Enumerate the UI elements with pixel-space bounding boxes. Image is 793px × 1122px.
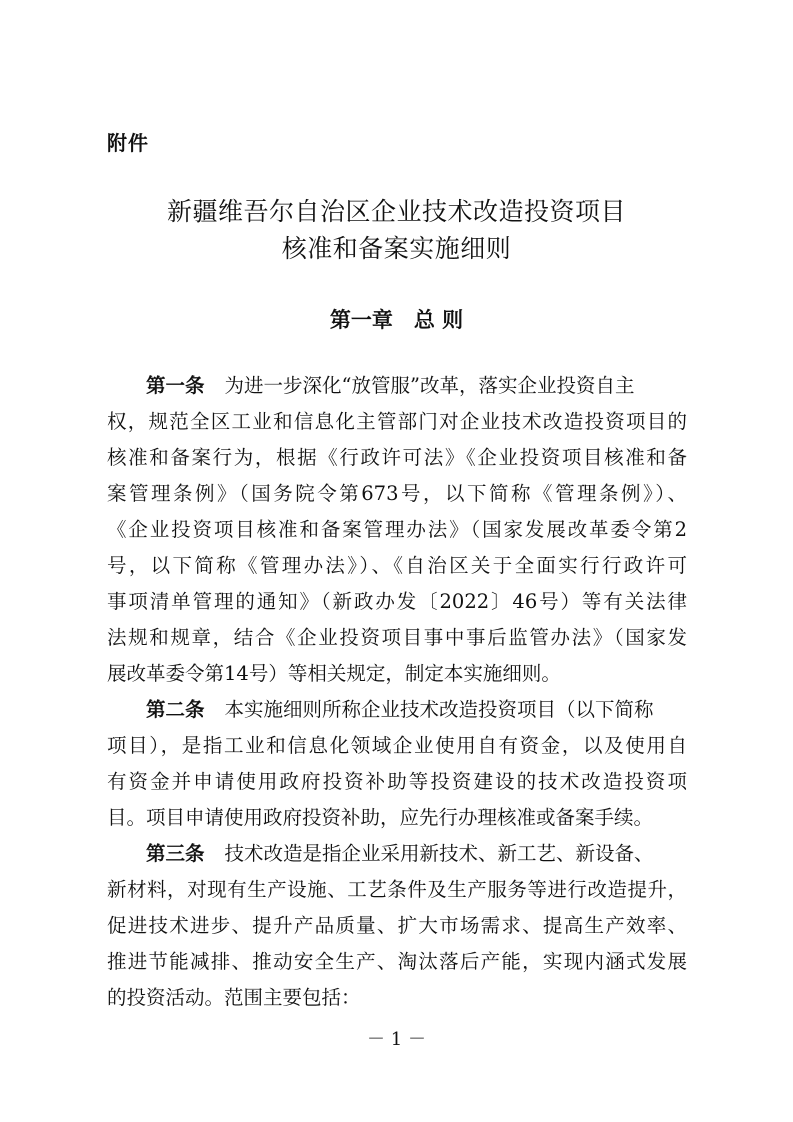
- article-1-line: 权，规范全区工业和信息化主管部门对企业技术改造投资项目的: [107, 410, 687, 433]
- article-1-label: 第一条: [146, 374, 205, 397]
- article-1-line: 《企业投资项目核准和备案管理办法》（国家发展改革委令第2: [107, 518, 687, 541]
- article-3-line: 促进技术进步、提升产品质量、扩大市场需求、提高生产效率、: [107, 914, 687, 937]
- article-2-line: 目。项目申请使用政府投资补助，应先行办理核准或备案手续。: [107, 806, 654, 829]
- article-3-line: 推进节能减排、推动安全生产、淘汰落后产能，实现内涵式发展: [107, 950, 687, 973]
- article-1-line: 展改革委令第14号）等相关规定，制定本实施细则。: [107, 662, 561, 685]
- article-3-first-line: [146, 839, 687, 869]
- article-1-line: 案管理条例》（国务院令第673号，以下简称《管理条例》）、: [107, 482, 687, 505]
- article-2-line: 项目），是指工业和信息化领域企业使用自有资金，以及使用自: [107, 734, 687, 757]
- article-2-label: 第二条: [146, 698, 205, 721]
- article-3-label: 第三条: [146, 842, 205, 865]
- article-1-line: 核准和备案行为，根据《行政许可法》《企业投资项目核准和备: [107, 446, 687, 469]
- article-3-line: 的投资活动。范围主要包括：: [107, 986, 361, 1009]
- article-2-first-line: [146, 695, 687, 725]
- article-1-first-line: [146, 371, 687, 401]
- document-title-line-1: 新疆维吾尔自治区企业技术改造投资项目: [166, 197, 626, 226]
- article-1-text: 为进一步深化“放管服”改革，落实企业投资自主: [224, 374, 635, 397]
- article-1-line: 法规和规章，结合《企业投资项目事中事后监管办法》（国家发: [107, 626, 687, 649]
- document-title-line-2: 核准和备案实施细则: [281, 234, 512, 263]
- article-1-line: 事项清单管理的通知》（新政办发〔2022〕46号）等有关法律: [107, 590, 687, 613]
- article-2-text: 本实施细则所称企业技术改造投资项目（以下简称: [224, 698, 654, 721]
- chapter-heading: 第一章 总 则: [329, 308, 464, 332]
- article-2-line: 有资金并申请使用政府投资补助等投资建设的技术改造投资项: [107, 770, 687, 793]
- page-number: － 1 －: [367, 1029, 426, 1050]
- article-3-line: 新材料，对现有生产设施、工艺条件及生产服务等进行改造提升，: [107, 878, 687, 901]
- article-1-line: 号，以下简称《管理办法》）、《自治区关于全面实行行政许可: [107, 554, 687, 577]
- article-3-text: 技术改造是指企业采用新技术、新工艺、新设备、: [224, 842, 654, 865]
- attachment-label: 附件: [107, 131, 149, 155]
